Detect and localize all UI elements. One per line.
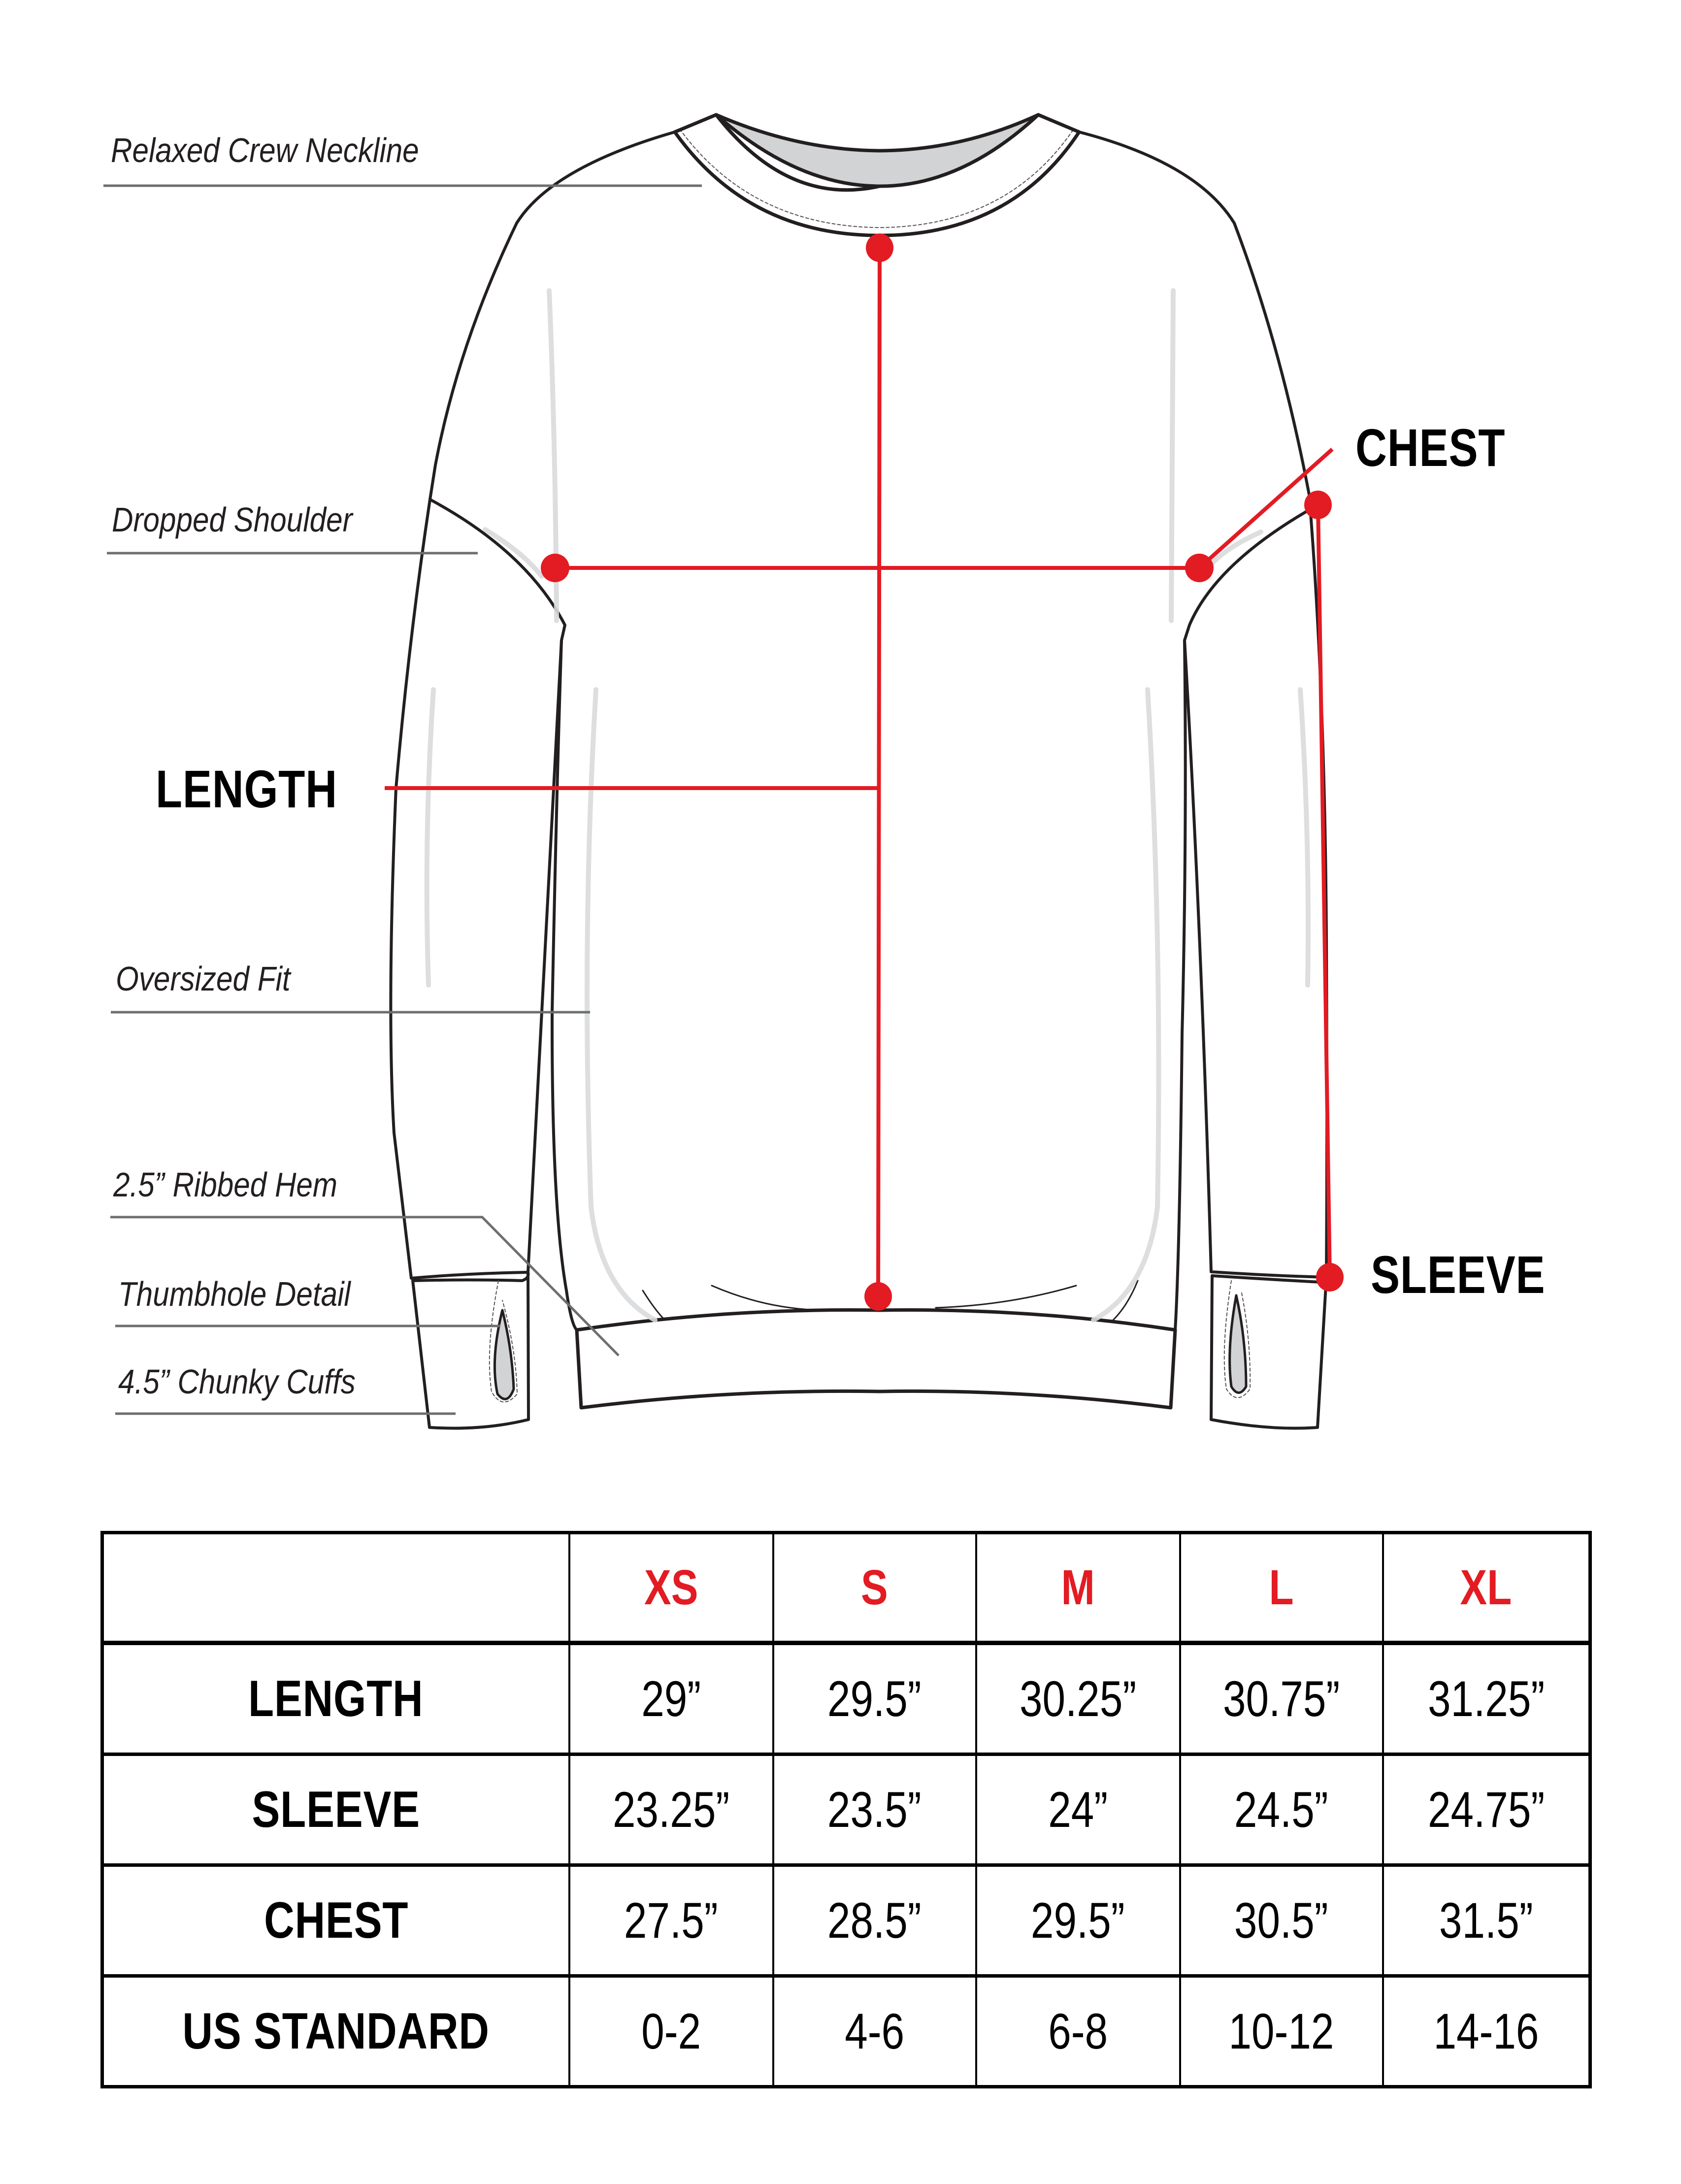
table-row-length: [102, 1643, 1590, 1754]
table-cell: 4-6: [773, 1976, 976, 2087]
label-thumbhole-detail: Thumbhole Detail: [118, 1275, 351, 1313]
table-row-chest: [102, 1865, 1590, 1976]
row-label: CHEST: [102, 1865, 569, 1976]
table-cell: 10-12: [1180, 1976, 1383, 2087]
size-header-row: [102, 1533, 1590, 1643]
table-row-us-standard: [102, 1976, 1590, 2087]
table-cell: 31.5”: [1383, 1865, 1590, 1976]
label-dropped-shoulder: Dropped Shoulder: [112, 500, 353, 539]
table-cell: 28.5”: [773, 1865, 976, 1976]
table-cell: 24.75”: [1383, 1754, 1590, 1865]
neck-lining: [716, 115, 1038, 186]
measurement-lines: [385, 233, 1344, 1311]
size-header-l: L: [1180, 1533, 1383, 1643]
right-cuff: [1211, 1272, 1326, 1428]
table-cell: 27.5”: [569, 1865, 773, 1976]
ribbed-hem: [577, 1310, 1175, 1408]
table-cell: 23.5”: [773, 1754, 976, 1865]
table-cell: 24”: [976, 1754, 1180, 1865]
table-cell: 29”: [569, 1643, 773, 1754]
label-oversized-fit: Oversized Fit: [116, 960, 291, 998]
label-ribbed-hem: 2.5” Ribbed Hem: [113, 1165, 338, 1204]
length-measure-line: [878, 248, 880, 1296]
length-top-point: [866, 233, 893, 262]
left-thumbhole: [494, 1310, 514, 1399]
table-cell: 0-2: [569, 1976, 773, 2087]
corner-cell: [102, 1533, 569, 1643]
size-header-xl: XL: [1383, 1533, 1590, 1643]
label-chunky-cuffs: 4.5” Chunky Cuffs: [118, 1362, 356, 1401]
row-label: SLEEVE: [102, 1754, 569, 1865]
chest-right-point: [1185, 554, 1214, 582]
row-label: US STANDARD: [102, 1976, 569, 2087]
sleeve-bottom-point: [1316, 1263, 1344, 1291]
table-cell: 29.5”: [773, 1643, 976, 1754]
right-thumbhole: [1230, 1295, 1246, 1393]
table-cell: 29.5”: [976, 1865, 1180, 1976]
fabric-shading: [427, 291, 1308, 1320]
table-cell: 30.75”: [1180, 1643, 1383, 1754]
size-header-xs: XS: [569, 1533, 773, 1643]
size-chart-table: [100, 1531, 1592, 2088]
size-header-m: M: [976, 1533, 1180, 1643]
table-row-sleeve: [102, 1754, 1590, 1865]
sleeve-measure-line: [1318, 505, 1330, 1277]
right-sleeve-outline: [1079, 132, 1327, 1272]
label-length: LENGTH: [156, 759, 337, 819]
table-cell: 14-16: [1383, 1976, 1590, 2087]
label-sleeve: SLEEVE: [1371, 1245, 1546, 1304]
table-cell: 30.25”: [976, 1643, 1180, 1754]
sleeve-top-point: [1304, 491, 1332, 519]
row-label: LENGTH: [102, 1643, 569, 1754]
table-cell: 31.25”: [1383, 1643, 1590, 1754]
label-chest: CHEST: [1355, 418, 1506, 477]
chest-left-point: [541, 554, 569, 582]
size-header-s: S: [773, 1533, 976, 1643]
table-cell: 6-8: [976, 1976, 1180, 2087]
table-cell: 23.25”: [569, 1754, 773, 1865]
table-cell: 24.5”: [1180, 1754, 1383, 1865]
label-relaxed-crew-neckline: Relaxed Crew Neckline: [111, 131, 419, 169]
table-cell: 30.5”: [1180, 1865, 1383, 1976]
length-bottom-point: [864, 1282, 892, 1311]
sweatshirt-outline: [391, 115, 1327, 1428]
